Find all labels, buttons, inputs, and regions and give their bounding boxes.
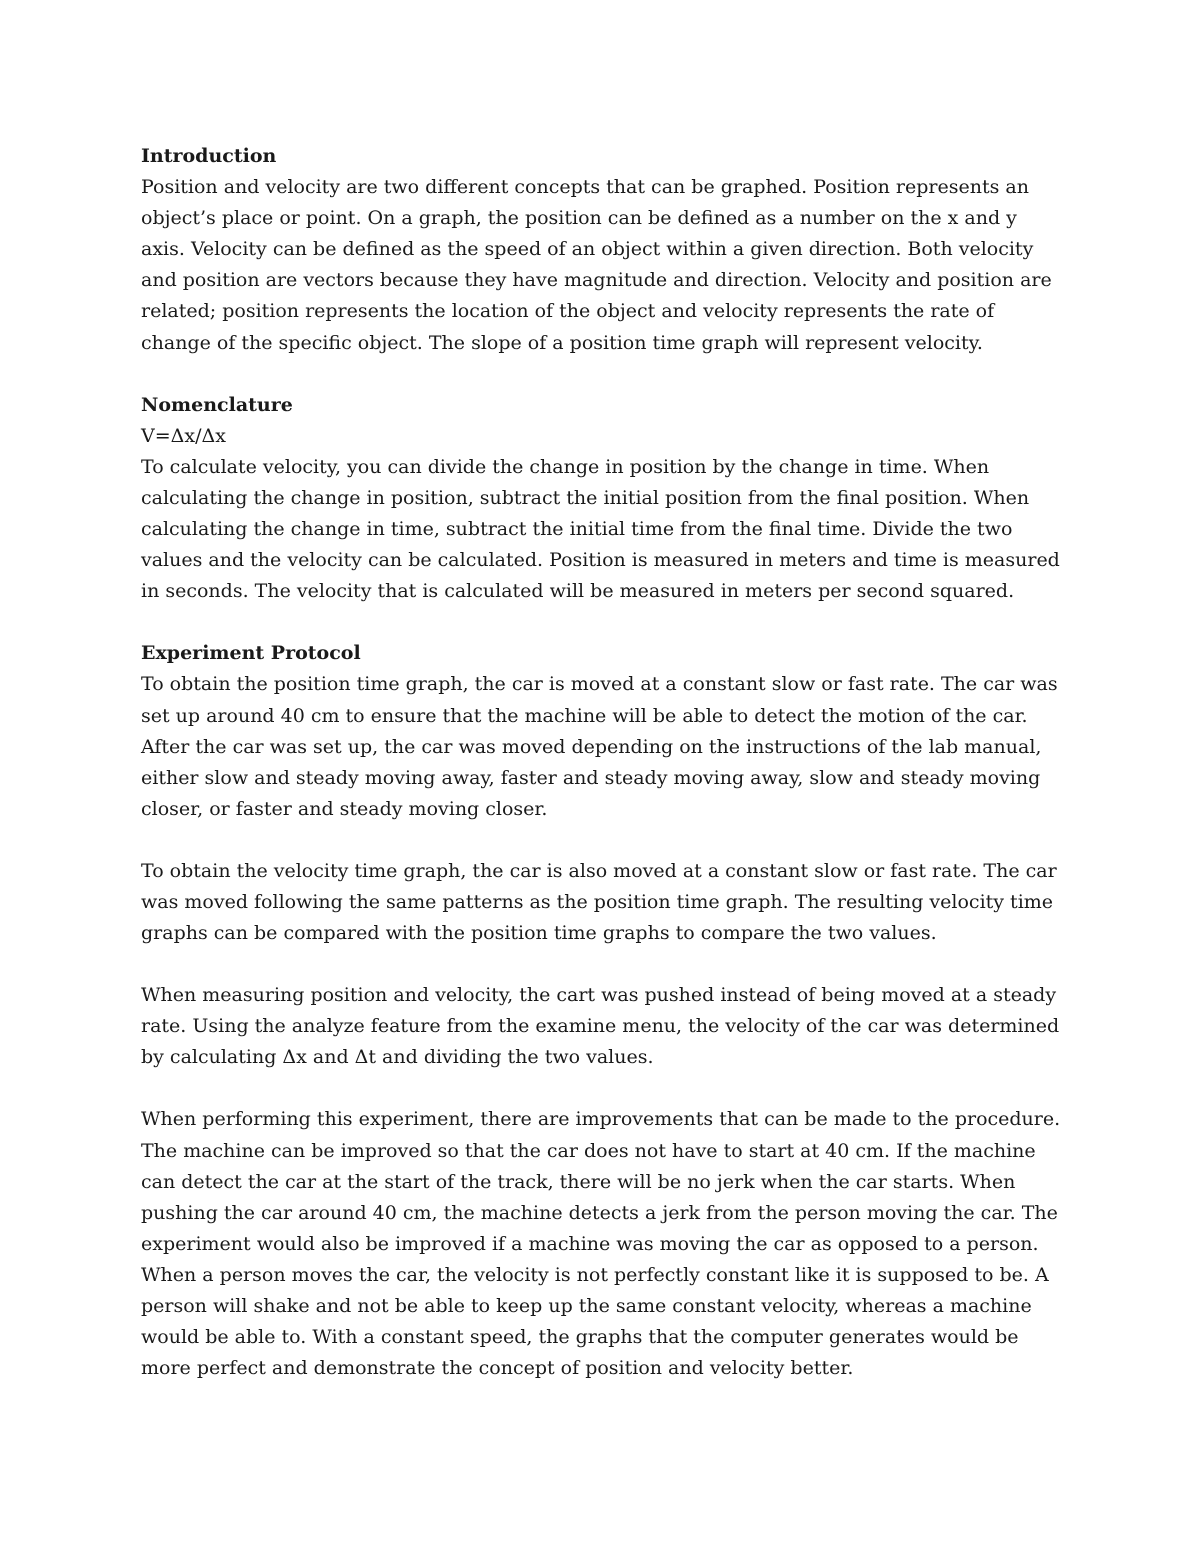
protocol-paragraph-velocity: To obtain the velocity time graph, the car is also moved at a constant slow or fast rate. The car was moved following the same patterns as the position time graph. The resulting velocity time graphs can be compared with the position time graphs to compare the two values. [141, 859, 1057, 945]
velocity-formula: V=Δx/Δx [141, 424, 226, 447]
protocol-paragraph-position: To obtain the position time graph, the car is moved at a constant slow or fast rate. The car was set up around 40 cm to ensure that the machine will be able to detect the motion of the car. After the car was set up, the car was moved depending on the instructions of the lab manual, either slow and steady moving away, faster and steady moving away, slow and steady moving closer, or faster and steady moving closer. [141, 673, 1058, 820]
protocol-paragraph-improvements: When performing this experiment, there are improvements that can be made to the procedure. The machine can be improved so that the car does not have to start at 40 cm. If the machine can detect the car at the start of the track, there will be no jerk when the car starts. When pushing the car around 40 cm, the machine detects a jerk from the person moving the car. The experiment would also be improved if a machine was moving the car as opposed to a person. When a person moves the car, the velocity is not perfectly constant like it is supposed to be. A person will shake and not be able to keep up the same constant velocity, whereas a machine would be able to. With a constant speed, the graphs that the computer generates would be more perfect and demonstrate the concept of position and velocity better. [141, 1108, 1061, 1380]
document-page [141, 141, 1066, 1384]
introduction-paragraph: Position and velocity are two different concepts that can be graphed. Position represents an object’s place or point. On a graph, the position can be defined as a number on the x and y axis. Velocity can be defined as the speed of an object within a given direction. Both velocity and position are vectors because they have magnitude and direction. Velocity and position are related; position represents the location of the object and velocity represents the rate of change of the specific object. The slope of a position time graph will represent velocity. [141, 176, 1052, 354]
protocol-paragraph-measuring: When measuring position and velocity, the cart was pushed instead of being moved at a steady rate. Using the analyze feature from the examine menu, the velocity of the car was determined by calculating Δx and Δt and dividing the two values. [141, 984, 1060, 1069]
nomenclature-paragraph: To calculate velocity, you can divide the change in position by the change in time. When calculating the change in position, subtract the initial position from the final position. When calculating the change in time, subtract the initial time from the final time. Divide the two values and the velocity can be calculated. Position is measured in meters and time is measured in seconds. The velocity that is calculated will be measured in meters per second squared. [141, 455, 1060, 603]
protocol-heading: Experiment Protocol [141, 642, 361, 665]
section-spacer [141, 359, 1066, 390]
introduction-heading: Introduction [141, 145, 277, 167]
nomenclature-heading: Nomenclature [141, 393, 293, 416]
paragraph-spacer [141, 825, 1066, 856]
paragraph-spacer [141, 949, 1066, 980]
section-spacer [141, 607, 1066, 638]
paragraph-spacer [141, 1073, 1066, 1104]
